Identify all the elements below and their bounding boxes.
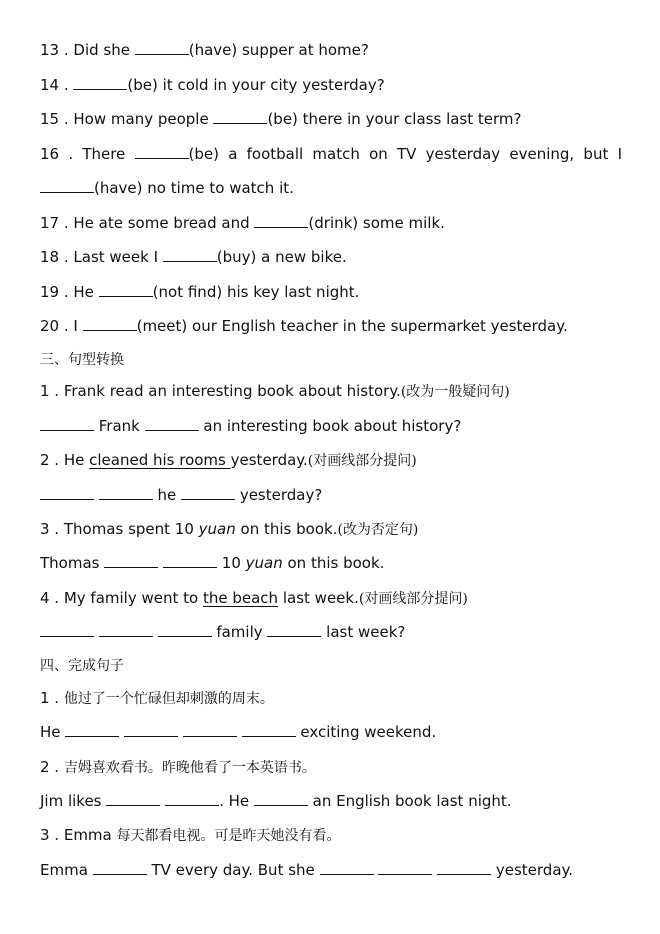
question-19 [40, 282, 622, 302]
t1-blank-1[interactable] [40, 416, 94, 431]
c3-blank-2[interactable] [320, 860, 374, 875]
transform-4-prompt [40, 588, 622, 609]
t3-ans-c: on this book. [282, 554, 385, 572]
complete-1-prompt [40, 688, 622, 709]
q15-text-b: (be) there in your class last term? [267, 110, 522, 128]
t2-blank-3[interactable] [181, 485, 235, 500]
q20-text-b: (meet) our English teacher in the supermarket yesterday. [136, 317, 568, 335]
q16-blank-1[interactable] [135, 144, 189, 159]
t4-ans-b: last week? [321, 623, 406, 641]
t3-ans-italic: yuan [245, 554, 283, 572]
q14-blank[interactable] [73, 75, 127, 90]
t4-blank-3[interactable] [158, 622, 212, 637]
c1-blank-3[interactable] [183, 722, 237, 737]
t1-ans-b: an interesting book about history? [198, 417, 462, 435]
transform-4-answer [40, 622, 622, 642]
q16-text-a: 16 . There [40, 145, 135, 163]
c1-blank-2[interactable] [124, 722, 178, 737]
t3-ans-b: 10 [217, 554, 246, 572]
c2-blank-2[interactable] [165, 791, 219, 806]
q18-text-b: (buy) a new bike. [216, 248, 347, 266]
complete-1-answer [40, 722, 622, 742]
t2-note: (对画线部分提问) [307, 453, 417, 469]
c1-ans-b: exciting weekend. [295, 723, 437, 741]
t2-text-b: yesterday. [230, 451, 308, 469]
question-17 [40, 213, 622, 233]
t1-ans-a: Frank [94, 417, 145, 435]
question-20 [40, 316, 622, 336]
c2-ans-c: an English book last night. [307, 792, 512, 810]
q20-text-a: 20 . I [40, 317, 83, 335]
section-3-heading: 三、句型转换 [40, 352, 124, 368]
q16-text-b: (be) a football match on TV yesterday evening, but I [188, 145, 622, 163]
t4-ans-a: family [211, 623, 268, 641]
q19-text-a: 19 . He [40, 283, 99, 301]
t3-blank-1[interactable] [104, 553, 158, 568]
t2-ans-b: yesterday? [235, 486, 323, 504]
question-16-line1 [40, 144, 622, 164]
q17-text-b: (drink) some milk. [308, 214, 445, 232]
q17-text-a: 17 . He ate some bread and [40, 214, 255, 232]
t1-note: (改为一般疑问句) [400, 384, 510, 400]
t2-text-a: 2 . He [40, 451, 90, 469]
c1-blank-1[interactable] [65, 722, 119, 737]
c1-blank-4[interactable] [242, 722, 296, 737]
q15-text-a: 15 . How many people [40, 110, 214, 128]
t4-blank-1[interactable] [40, 622, 94, 637]
t4-text-b: last week. [278, 589, 359, 607]
c2-blank-1[interactable] [106, 791, 160, 806]
q19-blank[interactable] [99, 282, 153, 297]
q15-blank[interactable] [213, 109, 267, 124]
transform-1-prompt [40, 381, 622, 402]
q18-blank[interactable] [163, 247, 217, 262]
section-4-heading: 四、完成句子 [40, 658, 124, 674]
t3-italic: yuan [198, 520, 236, 538]
c3-blank-1[interactable] [93, 860, 147, 875]
c2-blank-3[interactable] [254, 791, 308, 806]
t2-blank-2[interactable] [99, 485, 153, 500]
q13-text-a: 13 . Did she [40, 41, 135, 59]
t3-text-a: 3 . Thomas spent 10 [40, 520, 199, 538]
c2-cn: 吉姆喜欢看书。昨晚他看了一本英语书。 [63, 760, 316, 776]
t3-blank-2[interactable] [163, 553, 217, 568]
t1-prompt-text: 1 . Frank read an interesting book about history. [40, 382, 401, 400]
t3-ans-a: Thomas [40, 554, 105, 572]
t3-note: (改为否定句) [337, 522, 419, 538]
transform-3-answer [40, 553, 622, 573]
q14-text-b: (be) it cold in your city yesterday? [127, 76, 385, 94]
q17-blank[interactable] [254, 213, 308, 228]
c3-ans-b: TV every day. But she [146, 861, 320, 879]
q14-text-a: 14 . [40, 76, 74, 94]
complete-3-answer [40, 860, 622, 880]
question-14 [40, 75, 622, 95]
c2-num: 2 . [40, 758, 64, 776]
c3-num: 3 . Emma [40, 826, 117, 844]
complete-3-prompt [40, 825, 622, 846]
q16-blank-2[interactable] [40, 178, 94, 193]
transform-1-answer [40, 416, 622, 436]
question-16-line2 [40, 178, 622, 198]
transform-2-prompt [40, 450, 622, 471]
complete-2-prompt [40, 757, 622, 778]
q19-text-b: (not find) his key last night. [152, 283, 360, 301]
transform-2-answer [40, 485, 622, 505]
q13-text-b: (have) supper at home? [188, 41, 369, 59]
question-18 [40, 247, 622, 267]
t4-text-a: 4 . My family went to [40, 589, 203, 607]
c1-cn: 他过了一个忙碌但却刺激的周末。 [63, 691, 274, 707]
transform-3-prompt [40, 519, 622, 540]
complete-2-answer [40, 791, 622, 811]
c1-ans-a: He [40, 723, 66, 741]
c2-ans-b: . He [219, 792, 254, 810]
t4-note: (对画线部分提问) [358, 591, 468, 607]
t2-underlined: cleaned his rooms [89, 451, 231, 469]
t2-ans-a: he [152, 486, 182, 504]
q13-blank[interactable] [135, 40, 189, 55]
t4-underlined: the beach [202, 589, 279, 607]
t4-blank-2[interactable] [99, 622, 153, 637]
t1-blank-2[interactable] [145, 416, 199, 431]
c3-ans-a: Emma [40, 861, 93, 879]
t3-text-b: on this book. [235, 520, 338, 538]
q18-text-a: 18 . Last week I [40, 248, 163, 266]
t4-blank-4[interactable] [267, 622, 321, 637]
q20-blank[interactable] [83, 316, 137, 331]
c3-blank-3[interactable] [378, 860, 432, 875]
question-13 [40, 40, 622, 60]
c3-ans-c: yesterday. [491, 861, 574, 879]
c2-ans-a: Jim likes [40, 792, 107, 810]
c3-cn: 每天都看电视。可是昨天她没有看。 [116, 828, 341, 844]
c1-num: 1 . [40, 689, 64, 707]
c3-blank-4[interactable] [437, 860, 491, 875]
q16-text-c: (have) no time to watch it. [94, 179, 294, 197]
question-15 [40, 109, 622, 129]
t2-blank-1[interactable] [40, 485, 94, 500]
